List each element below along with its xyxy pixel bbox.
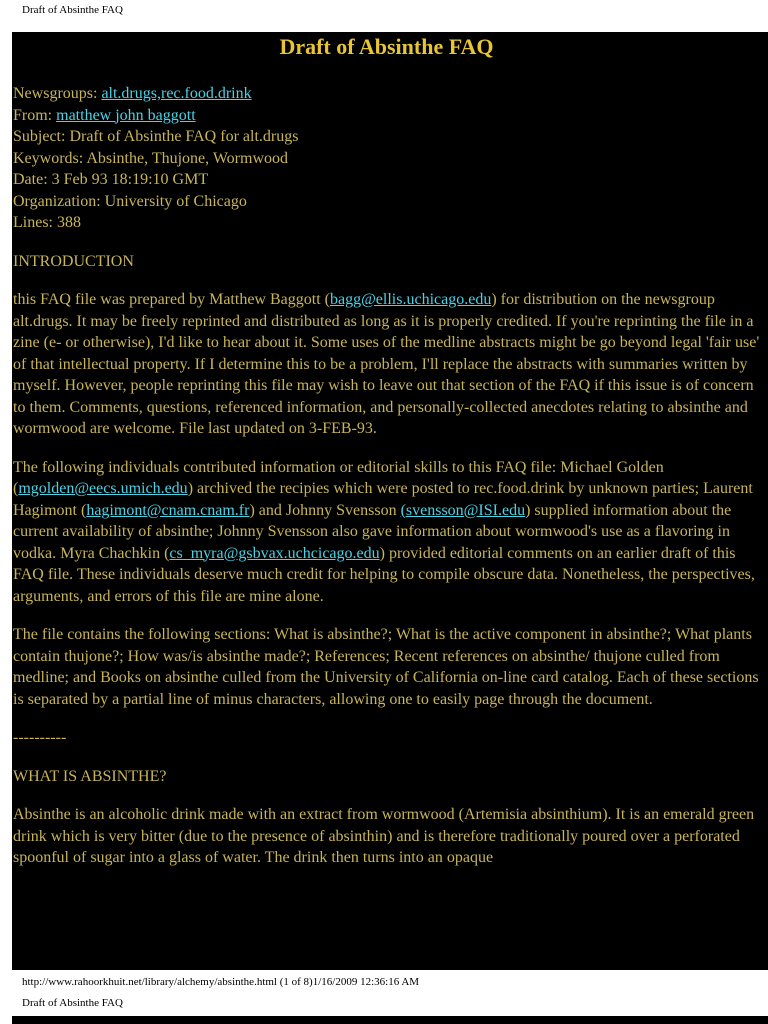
intro-text-2: ) for distribution on the newsgroup alt.drugs. It may be freely reprinted and distributed as long as it is properly credited. If you're reprinting the file in a zine (e- or otherwise), I'd like to hear about it. Some uses of the medline abstracts might be go beyond legal 'fair use' of that intellectual property. If I determine this to be a problem, I'll replace the abstracts with summaries written by myself. However, people reprinting this file may wish to leave out that section of the FAQ if this issue is of concern to them. Comments, questions, referenced information, and personally-collected anecdotes relating to absinthe and wormwood are welcome. File last updated on 3-FEB-93. xyxy=(13,291,760,437)
sections-paragraph: The file contains the following sections: What is absinthe?; What is the active component in absinthe?; What plants contain thujone?; How was/is absinthe made?; References; Recent references on absinthe/ thujone culled from medline; and Books on absinthe culled from the University of California on-line card catalog. Each of these sections is separated by a partial line of minus characters, allowing one to easily page through the document. xyxy=(13,626,759,708)
section-heading-what-is-absinthe: WHAT IS ABSINTHE? xyxy=(13,767,167,785)
header-newsgroups xyxy=(13,83,760,105)
intro-paragraph xyxy=(13,289,760,440)
section-separator: ---------- xyxy=(13,729,67,746)
content-area xyxy=(12,32,768,970)
header-organization: Organization: University of Chicago xyxy=(13,192,247,210)
contributors-paragraph xyxy=(13,457,760,608)
contrib-text-3: ) and Johnny Svensson xyxy=(249,501,401,519)
header-subject: Subject: Draft of Absinthe FAQ for alt.drugs xyxy=(13,128,299,145)
absinthe-paragraph: Absinthe is an alcoholic drink made with an extract from wormwood (Artemisia absinthium). It is an emerald green drink which is very bitter (due to the presence of absinthin) and is therefore traditionally poured over a perforated spoonful of sugar into a glass of water. The drink then turns into an opaque xyxy=(13,806,755,866)
newsgroups-label: Newsgroups: xyxy=(13,85,102,102)
chachkin-email-link[interactable]: cs_myra@gsbvax.uchcicago.edu xyxy=(169,544,380,562)
contrib-text-5: ) provided editorial comments on an earlier draft of this FAQ file. These individuals deserve much credit for helping to compile obscure data. Nonetheless, the perspectives, arguments, and errors of this file are mine alone. xyxy=(13,544,755,605)
next-page-content-edge xyxy=(12,1016,768,1024)
contrib-text-4: ) supplied information about the current availability of absinthe; Johnny Svensson also gave information about wormwood's use as a flavoring in vodka. Myra Chachkin ( xyxy=(13,501,732,562)
print-footer-url: http://www.rahoorkhuit.net/library/alchemy/absinthe.html (1 of 8)1/16/2009 12:36:16 AM xyxy=(22,976,420,988)
from-label: From: xyxy=(13,106,57,124)
header-from xyxy=(13,105,760,127)
author-email-link[interactable]: bagg@ellis.uchicago.edu xyxy=(329,291,492,308)
intro-text-1: this FAQ file was prepared by Matthew Baggott ( xyxy=(13,291,330,308)
author-link[interactable]: matthew john baggott xyxy=(56,106,196,124)
footer-divider xyxy=(12,970,768,971)
newsgroups-link[interactable]: alt.drugs,rec.food.drink xyxy=(101,85,252,102)
intro-heading: INTRODUCTION xyxy=(13,252,134,270)
print-header: Draft of Absinthe FAQ xyxy=(22,4,123,16)
message-headers xyxy=(13,83,760,234)
contrib-text-1: The following individuals contributed information or editorial skills to this FAQ file: Michael Golden ( xyxy=(13,458,664,497)
header-keywords: Keywords: Absinthe, Thujone, Wormwood xyxy=(13,149,288,167)
svensson-email-link[interactable]: (svensson@ISI.edu xyxy=(400,501,526,519)
hagimont-email-link[interactable]: hagimont@cnam.cnam.fr xyxy=(86,501,250,519)
header-date: Date: 3 Feb 93 18:19:10 GMT xyxy=(13,171,209,188)
next-page-header: Draft of Absinthe FAQ xyxy=(22,997,123,1009)
contrib-text-2: ) archived the recipies which were posted to rec.food.drink by unknown parties; Laurent Hagimont ( xyxy=(13,480,753,519)
page-title: Draft of Absinthe FAQ xyxy=(279,34,494,59)
header-lines: Lines: 388 xyxy=(13,214,81,231)
golden-email-link[interactable]: mgolden@eecs.umich.edu xyxy=(18,480,188,497)
